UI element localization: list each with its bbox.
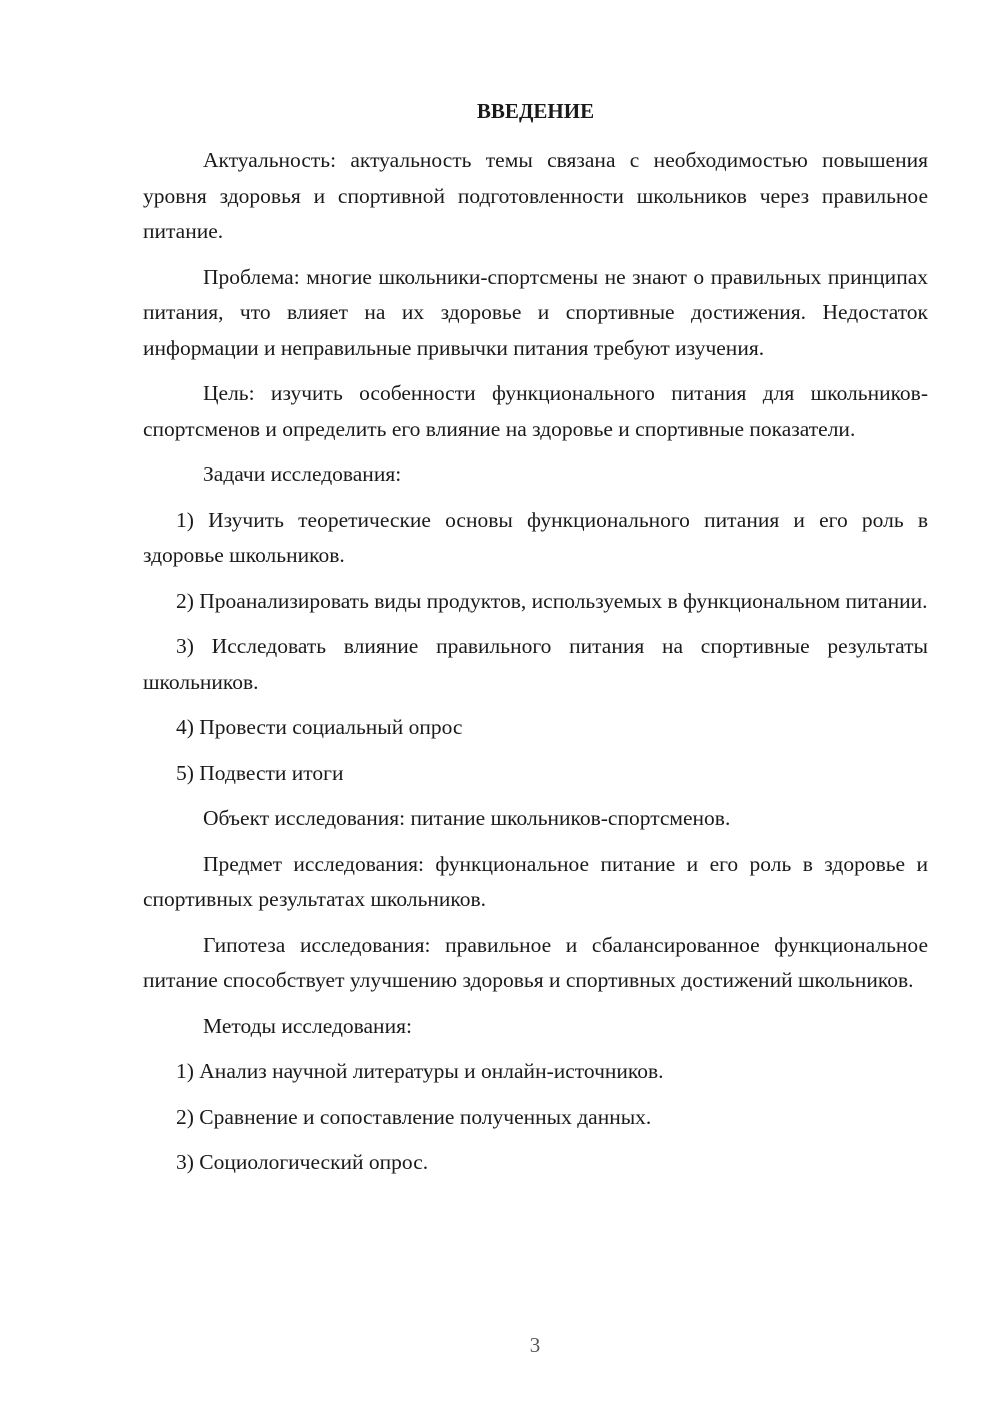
method-item: 1) Анализ научной литературы и онлайн-источников.: [176, 1059, 664, 1083]
task-item: 3) Исследовать влияние правильного питания на спортивные результаты школьников.: [143, 634, 928, 694]
document-page: [143, 94, 928, 1191]
hypothesis-paragraph: Гипотеза исследования: правильное и сбалансированное функциональное питание способствует улучшению здоровья и спортивных достижений школьников.: [143, 932, 928, 992]
tasks-heading: Задачи исследования:: [203, 462, 402, 486]
task-item: 1) Изучить теоретические основы функционального питания и его роль в здоровье школьников.: [143, 507, 928, 567]
method-item: 3) Социологический опрос.: [176, 1150, 429, 1174]
object-paragraph: Объект исследования: питание школьников-спортсменов.: [203, 806, 731, 830]
methods-heading: Методы исследования:: [203, 1013, 412, 1038]
problem-paragraph: Проблема: многие школьники-спортсмены не знают о правильных принципах питания, что влияет на их здоровье и спортивные достижения. Недостаток информации и неправильные привычки питания требуют изучения.: [143, 264, 928, 360]
goal-paragraph: Цель: изучить особенности функционального питания для школьников-спортсменов и определить его влияние на здоровье и спортивные показатели.: [143, 381, 928, 441]
task-item: 4) Провести социальный опрос: [176, 715, 463, 739]
task-item: 2) Проанализировать виды продуктов, используемых в функциональном питании.: [176, 588, 928, 613]
relevance-paragraph: Актуальность: актуальность темы связана с необходимостью повышения уровня здоровья и спортивной подготовленности школьников через правильное питание.: [143, 148, 928, 243]
task-item: 5) Подвести итоги: [176, 760, 344, 785]
section-title: ВВЕДЕНИЕ: [476, 99, 595, 123]
method-item: 2) Сравнение и сопоставление полученных данных.: [176, 1104, 652, 1129]
page-number: 3: [529, 1333, 541, 1357]
subject-paragraph: Предмет исследования: функциональное питание и его роль в здоровье и спортивных результатах школьников.: [143, 851, 928, 911]
